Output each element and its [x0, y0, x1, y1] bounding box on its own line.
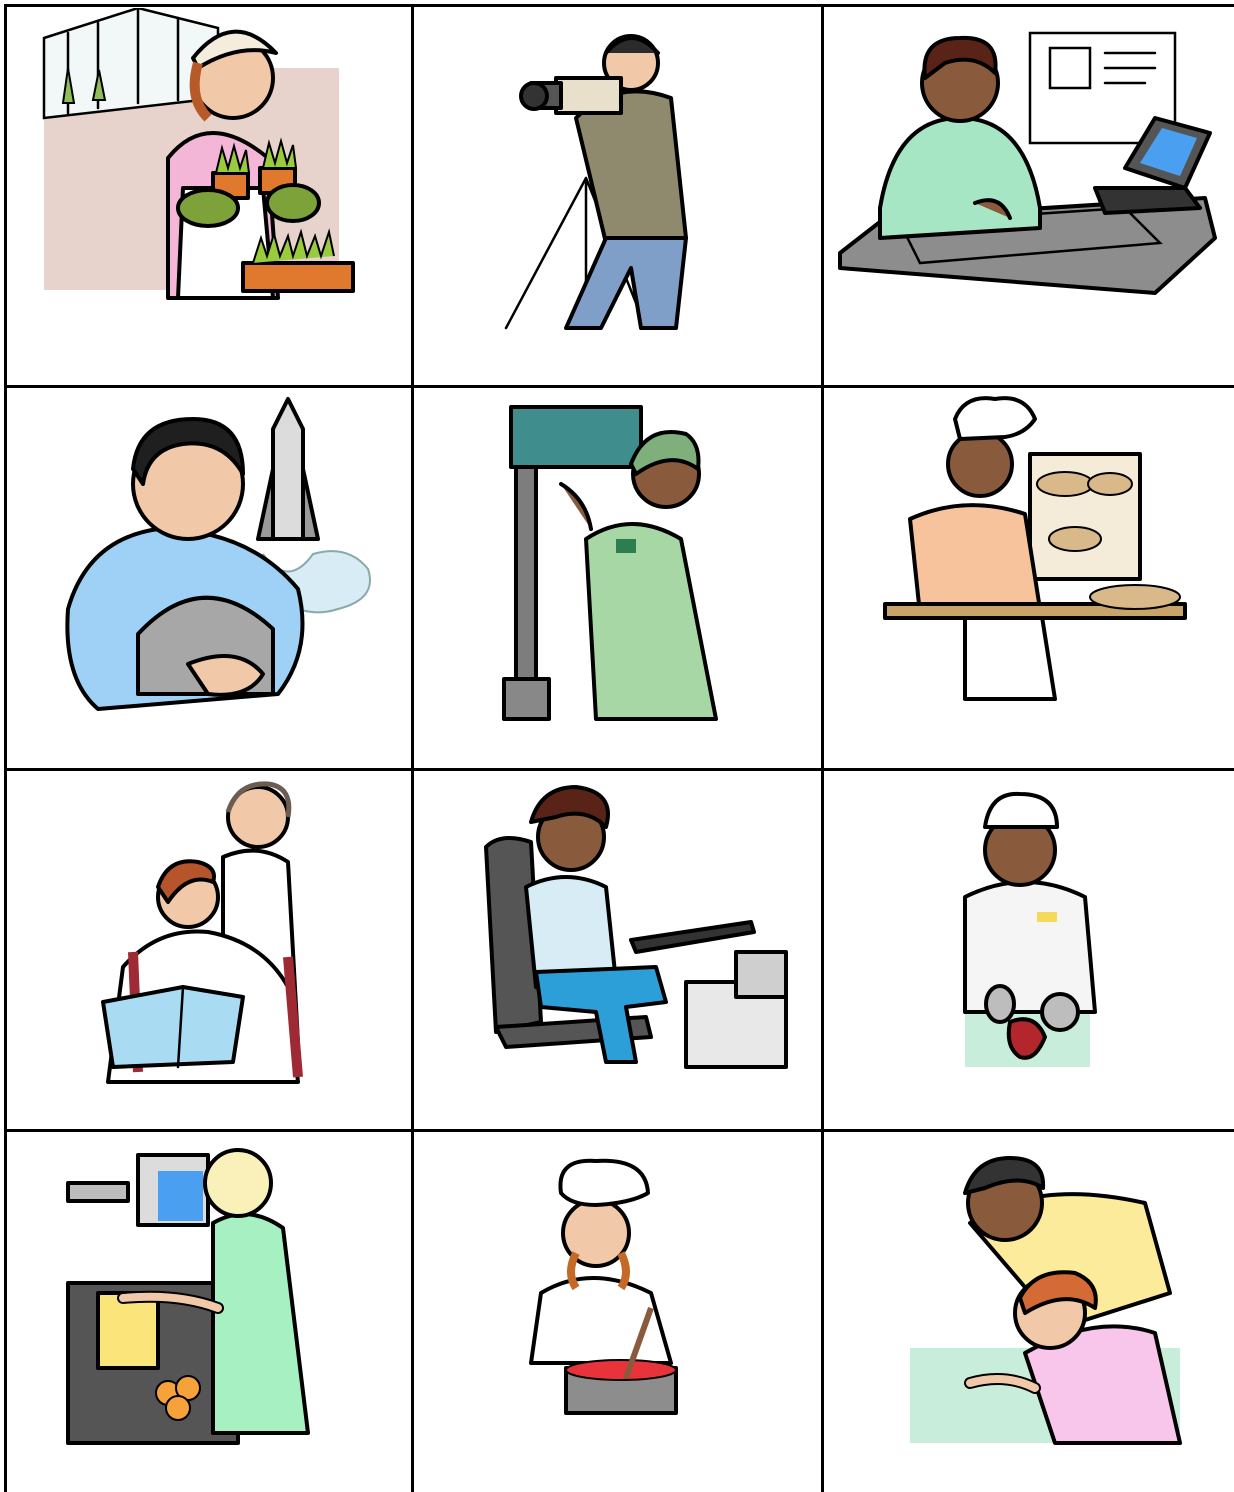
architect-shirt	[880, 118, 1040, 238]
chef-hat-icon	[560, 1161, 648, 1205]
cashier-hair	[205, 1150, 271, 1216]
driver-trousers	[536, 967, 666, 1062]
blueprint-drawing	[1050, 48, 1155, 88]
astronaut-illustration	[8, 389, 411, 767]
cell-factory-worker	[416, 389, 820, 767]
name-badge	[1037, 912, 1057, 922]
register-monitor-icon	[138, 1155, 208, 1225]
cashier-illustration	[8, 1133, 411, 1492]
cell-barber	[8, 772, 411, 1128]
chef-hat-icon	[955, 398, 1035, 439]
cashier-uniform	[213, 1214, 308, 1433]
video-camera-icon	[521, 78, 621, 113]
cell-astronaut	[8, 389, 411, 767]
cell-chef	[416, 1133, 820, 1492]
cell-nurse	[825, 1133, 1234, 1492]
nurse-illustration	[825, 1133, 1234, 1492]
grid-line-col-1	[411, 4, 414, 1492]
magazine-icon	[103, 987, 243, 1067]
gardener-illustration	[8, 8, 411, 384]
baker-shirt	[910, 505, 1040, 614]
cell-baker	[825, 389, 1234, 767]
grid-line-col-2	[821, 4, 824, 1492]
grid-line-top	[4, 4, 1234, 7]
butcher-coat	[965, 882, 1095, 1012]
grid-line-left	[4, 4, 7, 1492]
steering-wheel	[631, 922, 754, 952]
barber-illustration	[8, 772, 411, 1128]
worker-coveralls	[586, 524, 716, 719]
cell-butcher	[825, 772, 1234, 1128]
scale-icon	[68, 1183, 128, 1201]
chef-illustration	[416, 1133, 820, 1492]
operator-jeans	[566, 238, 686, 328]
cell-cashier	[8, 1133, 411, 1492]
cell-driver	[416, 772, 820, 1128]
cell-architect	[825, 8, 1234, 384]
hairnet-icon	[985, 794, 1057, 827]
fare-machine-icon	[686, 952, 786, 1067]
grid-line-row-3	[4, 1129, 1234, 1132]
grocery-bag-icon	[98, 1293, 158, 1368]
driver-illustration	[416, 772, 820, 1128]
camera-operator-illustration	[416, 8, 820, 384]
pot-sauce	[566, 1360, 676, 1380]
architect-illustration	[825, 8, 1234, 384]
cell-gardener	[8, 8, 411, 384]
baker-face	[948, 432, 1012, 496]
seedling-tray	[243, 263, 353, 291]
cell-camera-operator	[416, 8, 820, 384]
bread-shelf-icon	[1030, 454, 1140, 579]
grid-line-row-1	[4, 385, 1234, 388]
grid-line-row-2	[4, 768, 1234, 771]
worker-hand	[561, 484, 591, 529]
laptop-icon	[1095, 118, 1210, 213]
bread-loaf-icon	[1090, 585, 1180, 609]
name-badge	[616, 539, 636, 553]
chef-jacket	[531, 1278, 671, 1363]
baker-illustration	[825, 389, 1234, 767]
butcher-illustration	[825, 772, 1234, 1128]
factory-worker-illustration	[416, 389, 820, 767]
